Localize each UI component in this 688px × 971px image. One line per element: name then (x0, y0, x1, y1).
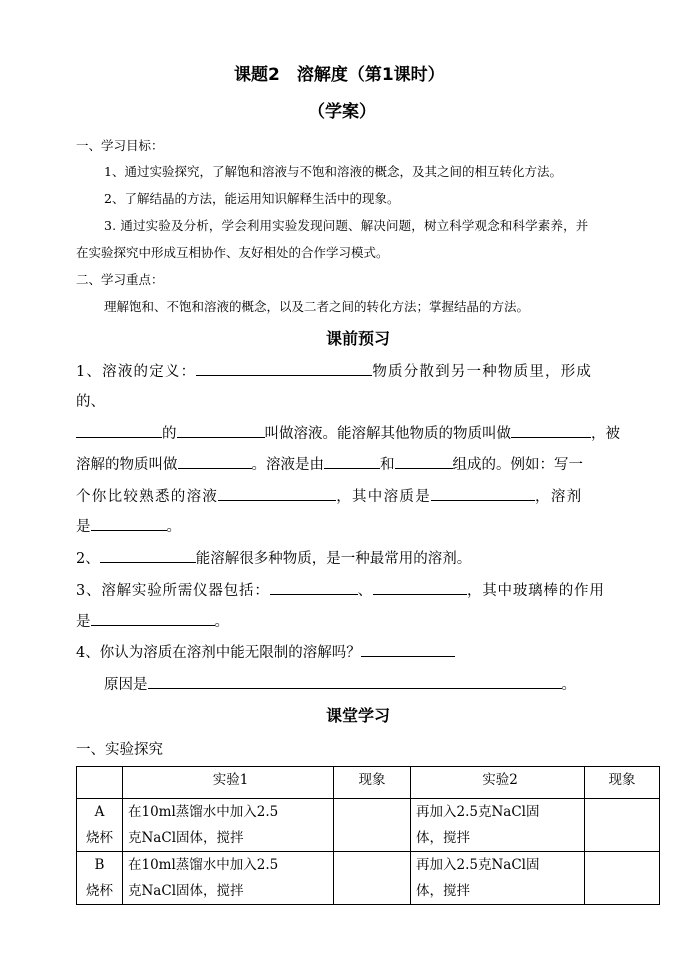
experiment-table (76, 766, 660, 905)
question-4 (76, 641, 455, 662)
q1-text-e: 叫做溶液。能溶解其他物质的物质叫做 (264, 426, 511, 442)
preview-heading: 课前预习 (326, 329, 391, 348)
q3-text-c: ，其中玻璃棒的作用 (466, 583, 605, 599)
classroom-heading: 课堂学习 (326, 706, 391, 725)
answer-blank[interactable] (91, 516, 167, 531)
q1-text-b: 物质分散到另一种物质里，形成 (372, 364, 593, 380)
answer-blank[interactable] (100, 548, 196, 563)
table-row (77, 852, 660, 905)
q3-text-a: 3、溶解实验所需仪器包括： (76, 583, 270, 599)
question-3-line-1 (76, 579, 605, 600)
question-1-line-5 (76, 485, 582, 506)
goal-item-3-cont: 在实验探究中形成互相协作、友好相处的合作学习模式。 (76, 245, 389, 260)
question-4-reason (104, 673, 576, 694)
q1-text-h: 。溶液是由 (251, 457, 324, 473)
answer-blank[interactable] (196, 361, 372, 376)
q4-text-b: 原因是 (104, 677, 148, 693)
goal-item-3: 3. 通过实验及分析，学会利用实验发现问题、解决问题，树立科学观念和科学素养，并 (104, 218, 589, 233)
table-header-cell: 实验2 (411, 767, 585, 799)
q3-text-e: 。 (214, 614, 229, 630)
experiment-2-cell: 再加入2.5克NaCl固 体，搅拌 (411, 799, 585, 852)
observation-1-cell[interactable] (334, 799, 411, 852)
q1-text-o: 。 (166, 519, 181, 535)
answer-blank[interactable] (76, 423, 162, 438)
question-3-line-2 (76, 610, 229, 631)
q4-text-a: 4、你认为溶质在溶剂中能无限制的溶解吗？ (76, 645, 361, 661)
table-header-cell: 实验1 (123, 767, 334, 799)
observation-2-cell[interactable] (585, 852, 660, 905)
answer-blank[interactable] (270, 580, 358, 595)
q4-text-c: 。 (561, 677, 576, 693)
answer-blank[interactable] (178, 454, 252, 469)
goal-item-2: 2、了解结晶的方法，能运用知识解释生活中的现象。 (104, 191, 400, 206)
table-header-cell (77, 767, 123, 799)
answer-blank[interactable] (361, 642, 455, 657)
observation-1-cell[interactable] (334, 852, 411, 905)
q1-text-k: 个你比较熟悉的溶液 (76, 489, 219, 505)
q3-text-d: 是 (76, 614, 91, 630)
q1-text-a: 1、溶液的定义： (76, 364, 197, 380)
answer-blank[interactable] (218, 486, 336, 501)
experiment-subheading: 一、实验探究 (76, 742, 163, 758)
answer-blank[interactable] (91, 611, 215, 626)
q2-text-b: 能溶解很多种物质，是一种最常用的溶剂。 (195, 551, 472, 567)
q1-text-i: 和 (380, 457, 395, 473)
question-1-line-3 (76, 422, 620, 443)
table-header-cell: 现象 (334, 767, 411, 799)
question-1-line-2 (76, 390, 105, 411)
focus-text: 理解饱和、不饱和溶液的概念，以及二者之间的转化方法；掌握结晶的方法。 (104, 299, 530, 314)
goal-item-1: 1、通过实验探究，了解饱和溶液与不饱和溶液的概念，及其之间的相互转化方法。 (104, 164, 562, 179)
page-subtitle: （学案） (308, 102, 376, 122)
question-1-line-1 (76, 360, 592, 381)
observation-2-cell[interactable] (585, 799, 660, 852)
table-header-cell: 现象 (585, 767, 660, 799)
question-1-line-4 (76, 453, 583, 474)
beaker-label: A 烧杯 (77, 799, 123, 852)
q1-text-n: 是 (76, 519, 91, 535)
q1-text-g: 溶解的物质叫做 (76, 457, 178, 473)
experiment-1-cell: 在10ml蒸馏水中加入2.5 克NaCl固体，搅拌 (123, 799, 334, 852)
answer-blank[interactable] (395, 454, 453, 469)
answer-blank[interactable] (177, 423, 265, 438)
answer-blank[interactable] (431, 486, 535, 501)
question-1-line-6 (76, 515, 181, 536)
answer-blank[interactable] (148, 674, 562, 689)
q1-text-j: 组成的。例如：写一 (452, 457, 583, 473)
q1-text-c: 的、 (76, 394, 105, 410)
table-header-row (77, 767, 660, 799)
answer-blank[interactable] (373, 580, 467, 595)
goals-heading: 一、学习目标： (76, 138, 164, 153)
focus-heading: 二、学习重点： (76, 272, 164, 287)
q1-text-m: ，溶剂 (535, 489, 583, 505)
question-2 (76, 547, 471, 568)
beaker-label: B 烧杯 (77, 852, 123, 905)
experiment-2-cell: 再加入2.5克NaCl固 体，搅拌 (411, 852, 585, 905)
q3-text-b: 、 (357, 583, 373, 599)
q2-text-a: 2、 (76, 551, 100, 567)
q1-text-l: ，其中溶质是 (336, 489, 432, 505)
page-title: 课题2 溶解度（第1课时） (234, 65, 445, 85)
q1-text-f: ，被 (591, 426, 620, 442)
experiment-1-cell: 在10ml蒸馏水中加入2.5 克NaCl固体，搅拌 (123, 852, 334, 905)
answer-blank[interactable] (324, 454, 380, 469)
q1-text-d: 的 (162, 426, 177, 442)
answer-blank[interactable] (511, 423, 591, 438)
table-row (77, 799, 660, 852)
